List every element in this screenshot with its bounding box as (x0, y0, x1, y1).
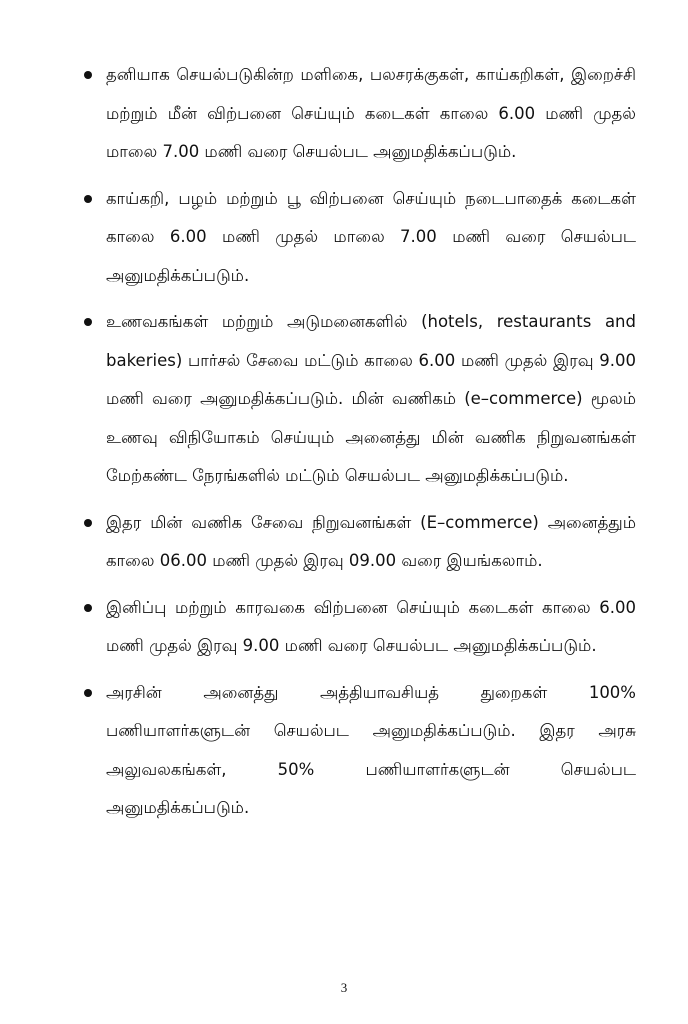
bullet-text: அரசின் அனைத்து அத்தியாவசியத் துறைகள் 100% பணியாளர்களுடன் செயல்பட அனுமதிக்கப்படும். இதர அரசு அலுவலகங்கள், 50% பணியாளர்களுடன் செயல்பட அனுமதிக்கப்படும். (106, 682, 636, 817)
bullet-item-grocery-shops (84, 56, 636, 172)
bullet-text: உணவகங்கள் மற்றும் அடுமனைகளில் (hotels, restaurants and bakeries) பார்சல் சேவை மட்டும் காலை 6.00 மணி முதல் இரவு 9.00 மணி வரை அனுமதிக்கப்படும். மின் வணிகம் (e–commerce) மூலம் உணவு விநியோகம் செய்யும் அனைத்து மின் வணிக நிறுவனங்கள் மேற்கண்ட நேரங்களில் மட்டும் செயல்பட அனுமதிக்கப்படும். (106, 312, 636, 485)
page-number: 3 (340, 980, 348, 995)
bullet-icon (84, 195, 92, 203)
bullet-item-restaurants (84, 303, 636, 496)
bullet-item-ecommerce (84, 504, 636, 581)
bullet-item-sweet-shops (84, 589, 636, 666)
bullet-icon (84, 318, 92, 326)
bullet-icon (84, 519, 92, 527)
bullet-text: காய்கறி, பழம் மற்றும் பூ விற்பனை செய்யும் நடைபாதைக் கடைகள் காலை 6.00 மணி முதல் மாலை 7.00 மணி வரை செயல்பட அனுமதிக்கப்படும். (106, 188, 636, 285)
bullet-list (84, 56, 636, 836)
bullet-icon (84, 689, 92, 697)
bullet-text: இதர மின் வணிக சேவை நிறுவனங்கள் (E–commerce) அனைத்தும் காலை 06.00 மணி முதல் இரவு 09.00 வரை இயங்கலாம். (106, 512, 636, 570)
bullet-text: தனியாக செயல்படுகின்ற மளிகை, பலசரக்குகள், காய்கறிகள், இறைச்சி மற்றும் மீன் விற்பனை செய்யும் கடைகள் காலை 6.00 மணி முதல் மாலை 7.00 மணி வரை செயல்பட அனுமதிக்கப்படும். (106, 65, 636, 161)
bullet-text: இனிப்பு மற்றும் காரவகை விற்பனை செய்யும் கடைகள் காலை 6.00 மணி முதல் இரவு 9.00 மணி வரை செயல்பட அனுமதிக்கப்படும். (106, 597, 636, 655)
bullet-item-government-offices (84, 674, 636, 828)
bullet-icon (84, 604, 92, 612)
bullet-item-street-vendors (84, 180, 636, 296)
bullet-icon (84, 71, 92, 79)
